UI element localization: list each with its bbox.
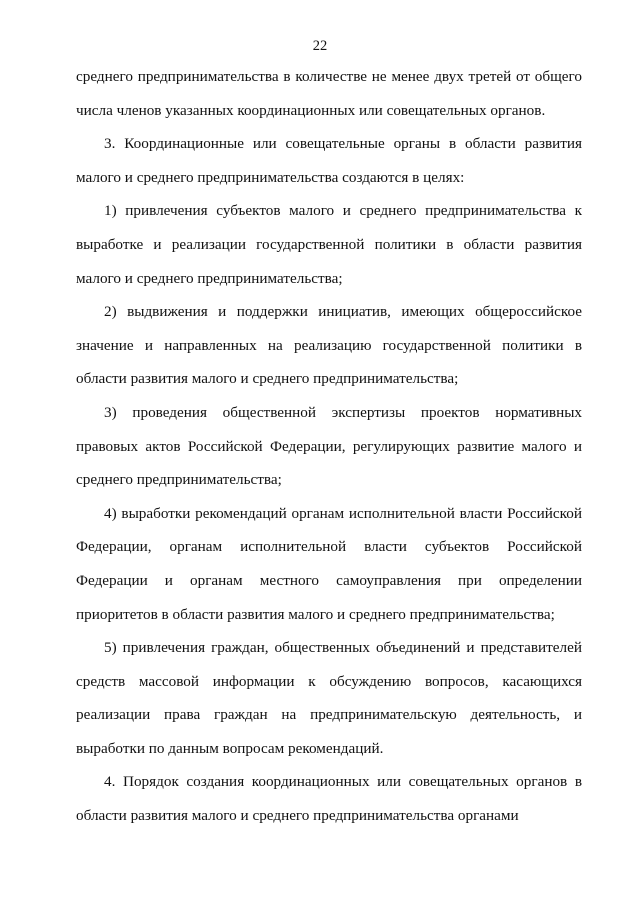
paragraph-item-4: 4) выработки рекомендаций органам исполнительной власти Российской Федерации, органам исполнительной власти субъектов Российской Федерации и органам местного самоуправления при определении приоритетов в области развития малого и среднего предпринимательства; xyxy=(76,504,582,623)
paragraph-section-4: 4. Порядок создания координационных или совещательных органов в области развития малого и среднего предпринимательства органами xyxy=(76,773,582,825)
paragraph-item-2: 2) выдвижения и поддержки инициатив, имеющих общероссийское значение и направленных на реализацию государственной политики в области развития малого и среднего предпринимательства; xyxy=(76,303,582,388)
paragraph-section-3: 3. Координационные или совещательные органы в области развития малого и среднего предпринимательства создаются в целях: xyxy=(76,135,582,186)
paragraph-item-3: 3) проведения общественной экспертизы проектов нормативных правовых актов Российской Федерации, регулирующих развитие малого и среднего предпринимательства; xyxy=(76,403,582,489)
paragraph-item-5: 5) привлечения граждан, общественных объединений и представителей средств массовой информации к обсуждению вопросов, касающихся реализации права граждан на предпринимательскую деятельность, и выработки по данным вопросам рекомендаций. xyxy=(76,639,582,757)
page-number: 22 xyxy=(312,38,328,54)
paragraph-continuation: среднего предпринимательства в количестве не менее двух третей от общего числа членов указанных координационных или совещательных органов. xyxy=(76,68,582,119)
document-body xyxy=(76,60,582,833)
paragraph-item-1: 1) привлечения субъектов малого и среднего предпринимательства к выработке и реализации государственной политики в области развития малого и среднего предпринимательства; xyxy=(76,202,582,287)
